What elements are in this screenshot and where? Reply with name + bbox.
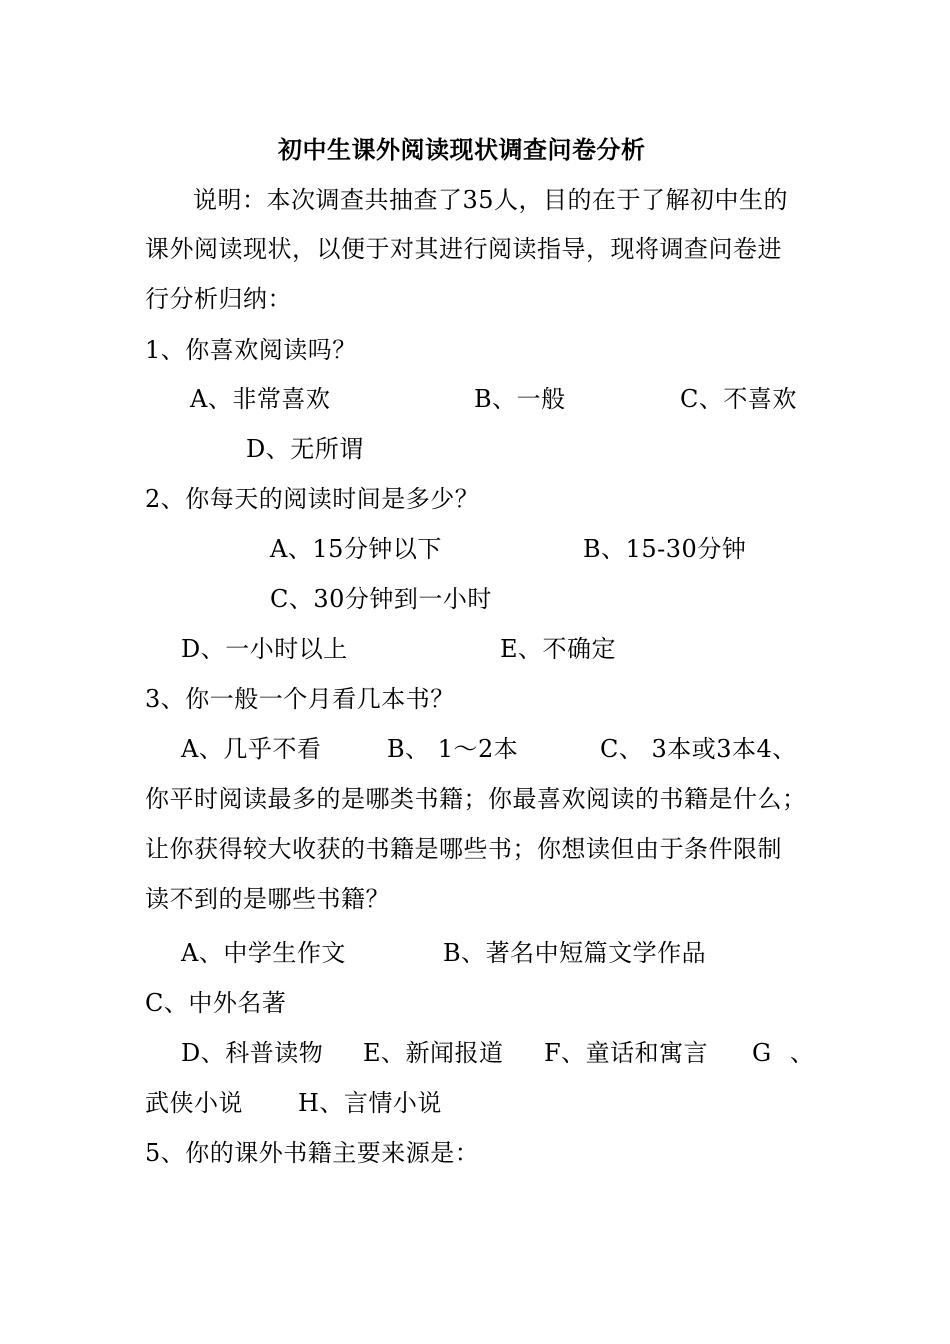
q4-option-h: H、言情小说 <box>298 1089 442 1117</box>
q4-option-f: F、童话和寓言 <box>544 1039 709 1067</box>
q1-option-a: A、非常喜欢 <box>190 385 331 413</box>
q1-option-c: C、不喜欢 <box>680 385 797 413</box>
question-5: 5、你的课外书籍主要来源是： <box>145 1139 480 1167</box>
q4-option-g-text: 武侠小说 <box>145 1089 243 1117</box>
intro-line-3: 行分析归纳： <box>145 285 292 313</box>
q2-option-b: B、15-30分钟 <box>583 535 747 563</box>
question-4-line-3: 读不到的是哪些书籍？ <box>145 885 390 913</box>
q4-option-g-letter: G <box>752 1039 772 1067</box>
document-title: 初中生课外阅读现状调查问卷分析 <box>278 135 646 164</box>
q4-option-d: D、科普读物 <box>181 1039 324 1067</box>
q2-option-e: E、不确定 <box>500 635 617 663</box>
question-3: 3、你一般一个月看几本书？ <box>145 685 455 713</box>
intro-line-2: 课外阅读现状，以便于对其进行阅读指导，现将调查问卷进 <box>145 235 782 263</box>
question-4-line-1: 你平时阅读最多的是哪类书籍；你最喜欢阅读的书籍是什么； <box>145 785 807 813</box>
q3-option-c: C、 3本或3本4、 <box>600 735 797 763</box>
q1-option-b: B、一般 <box>474 385 566 413</box>
q2-option-a: A、15分钟以下 <box>270 535 442 563</box>
q3-option-a: A、几乎不看 <box>181 735 322 763</box>
q2-option-d: D、一小时以上 <box>181 635 348 663</box>
intro-line-1: 说明：本次调查共抽查了35人，目的在于了解初中生的 <box>193 186 789 214</box>
q4-option-a: A、中学生作文 <box>181 939 346 967</box>
q4-option-e: E、新闻报道 <box>363 1039 504 1067</box>
question-2: 2、你每天的阅读时间是多少？ <box>145 485 480 513</box>
q4-option-g-mark: 、 <box>790 1039 815 1067</box>
question-4-line-2: 让你获得较大收获的书籍是哪些书；你想读但由于条件限制 <box>145 835 782 863</box>
q3-option-b: B、 1～2本 <box>387 735 519 763</box>
q4-option-c: C、中外名著 <box>145 989 287 1017</box>
q1-option-d: D、无所谓 <box>246 435 364 463</box>
question-1: 1、你喜欢阅读吗？ <box>145 336 357 364</box>
q4-option-b: B、著名中短篇文学作品 <box>443 939 707 967</box>
q2-option-c: C、30分钟到一小时 <box>270 585 492 613</box>
